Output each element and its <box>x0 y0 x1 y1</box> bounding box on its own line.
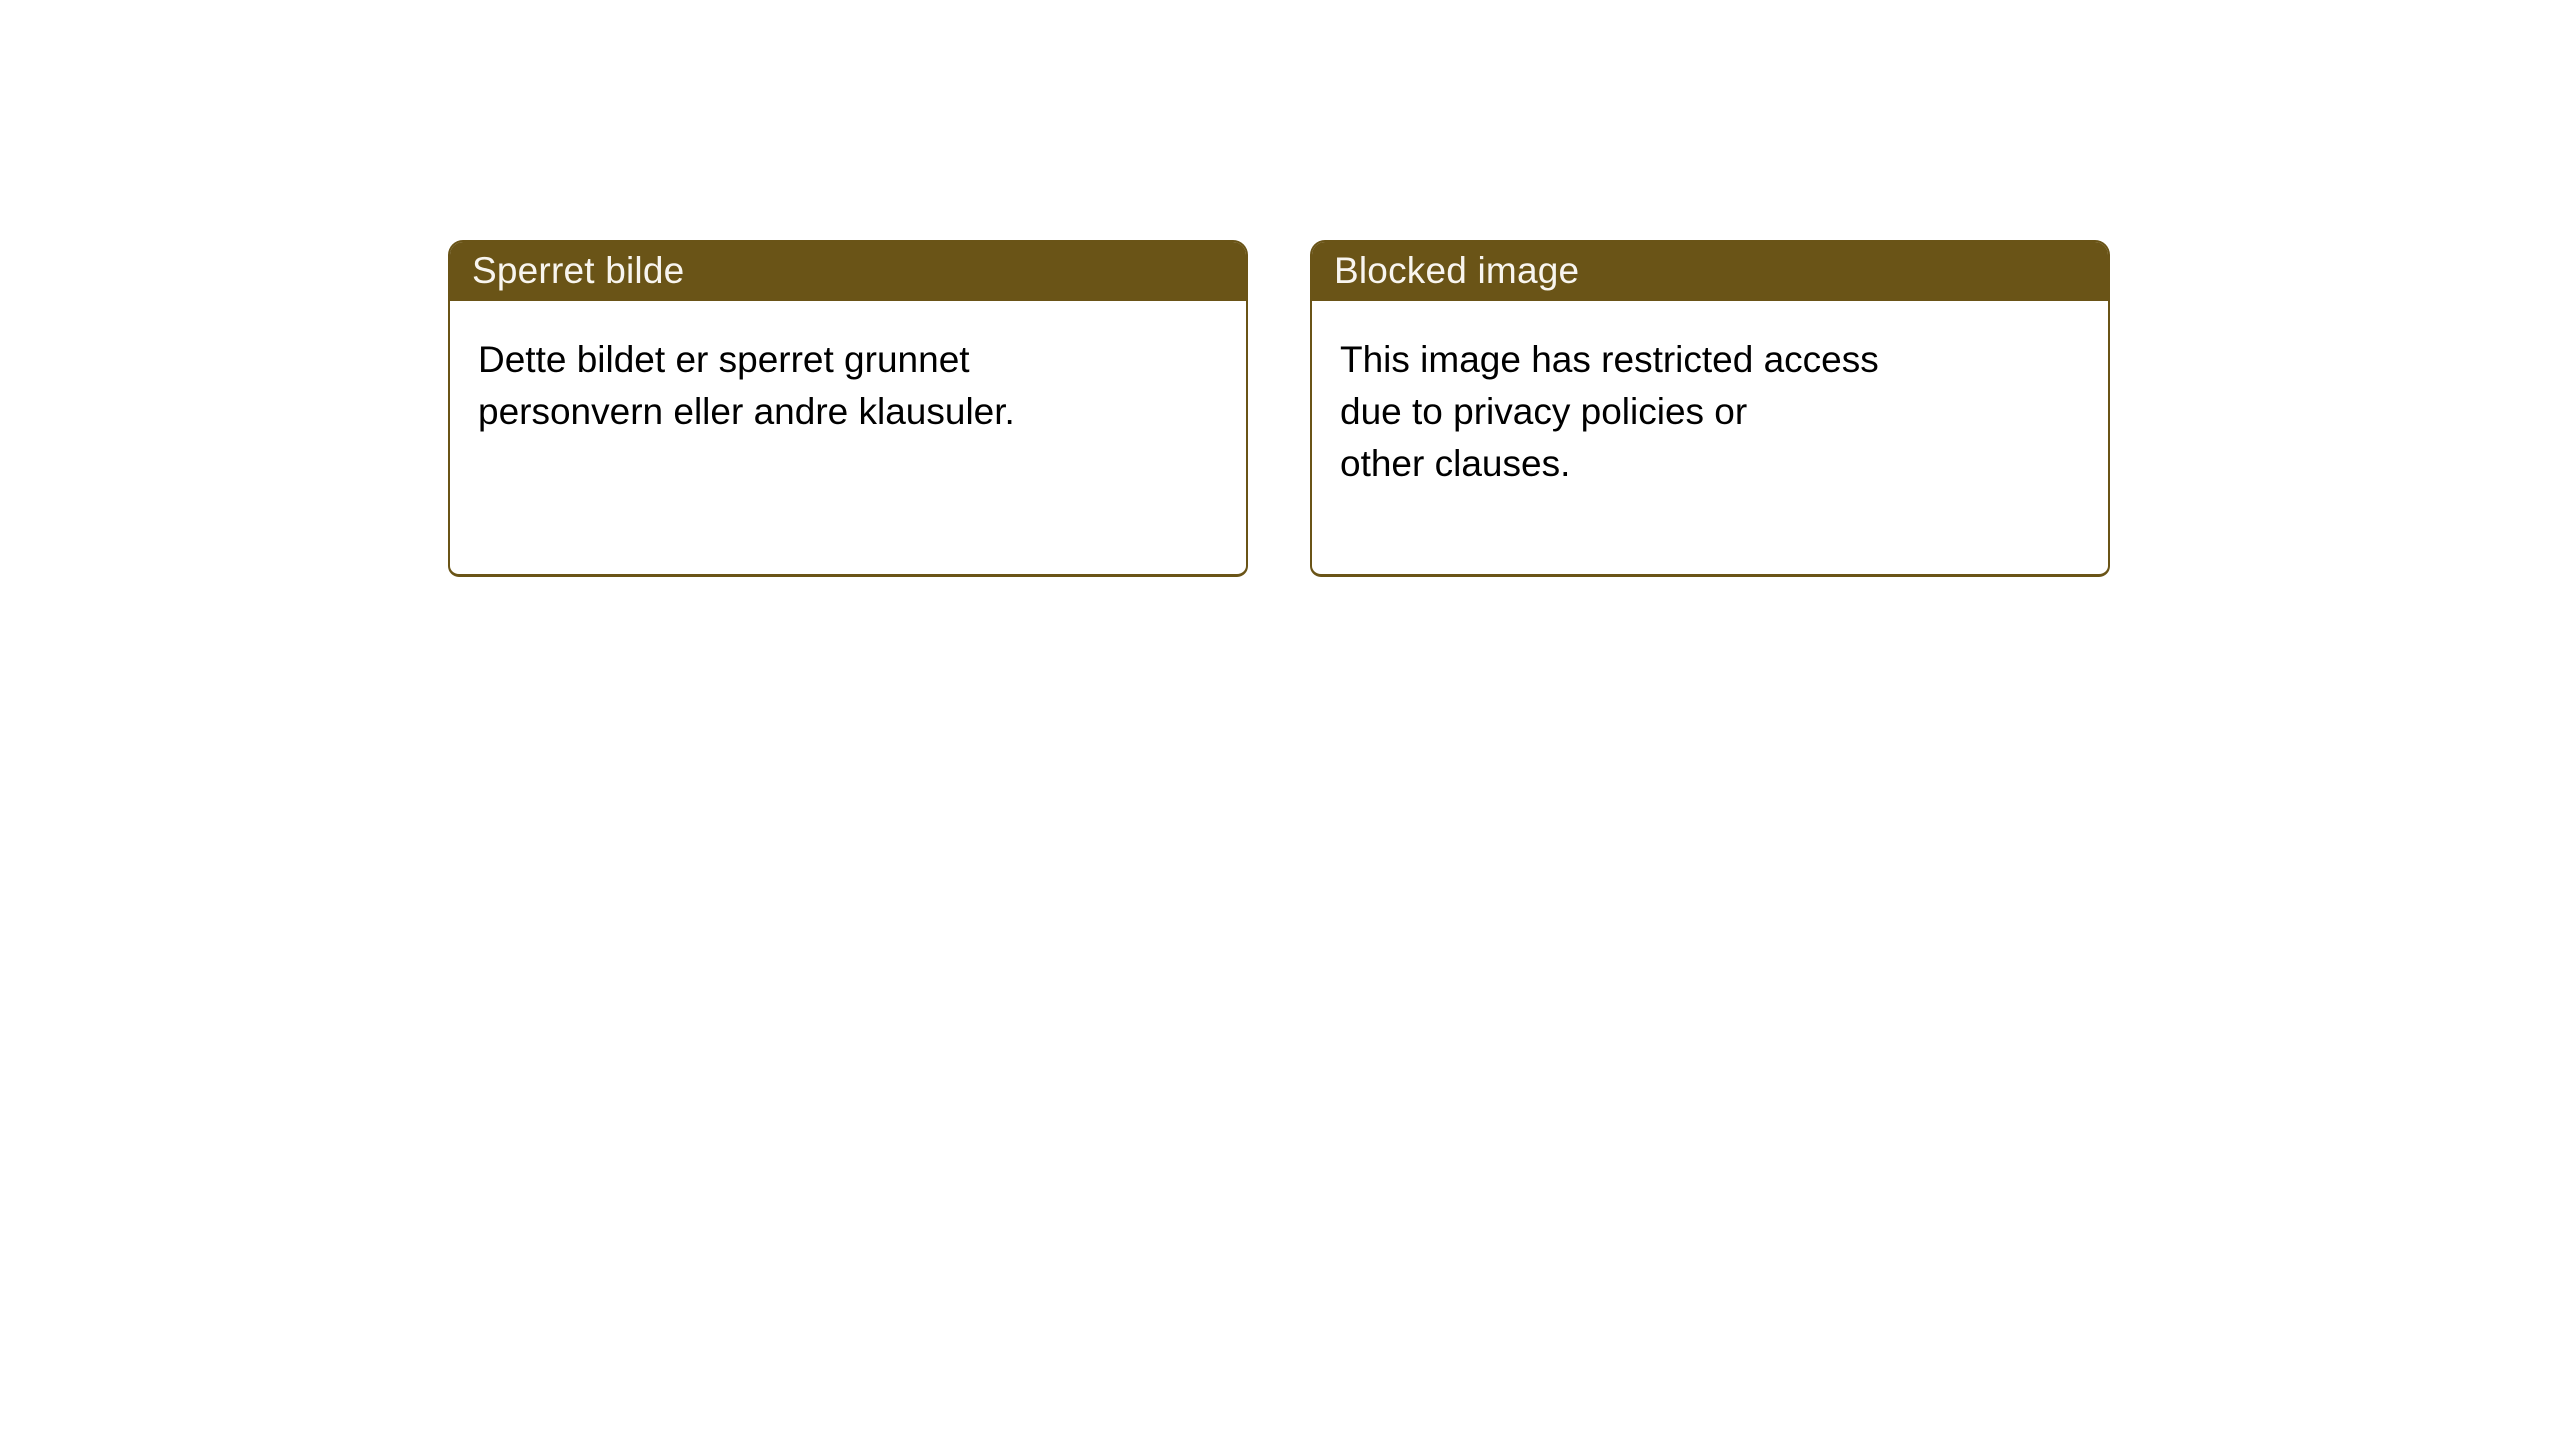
card-body-line: Dette bildet er sperret grunnet <box>478 339 970 380</box>
card-body-line: This image has restricted access <box>1340 339 1879 380</box>
blocked-image-notices <box>448 240 2110 577</box>
blocked-image-card-norwegian <box>448 240 1248 577</box>
card-body-line: personvern eller andre klausuler. <box>478 391 1015 432</box>
card-title: Sperret bilde <box>472 250 685 291</box>
card-title: Blocked image <box>1334 250 1580 291</box>
card-header <box>449 241 1247 301</box>
card-body <box>450 301 1246 438</box>
card-body-line: other clauses. <box>1340 443 1571 484</box>
card-body <box>1312 301 2108 490</box>
card-body-line: due to privacy policies or <box>1340 391 1748 432</box>
blocked-image-card-english <box>1310 240 2110 577</box>
card-header <box>1311 241 2109 301</box>
